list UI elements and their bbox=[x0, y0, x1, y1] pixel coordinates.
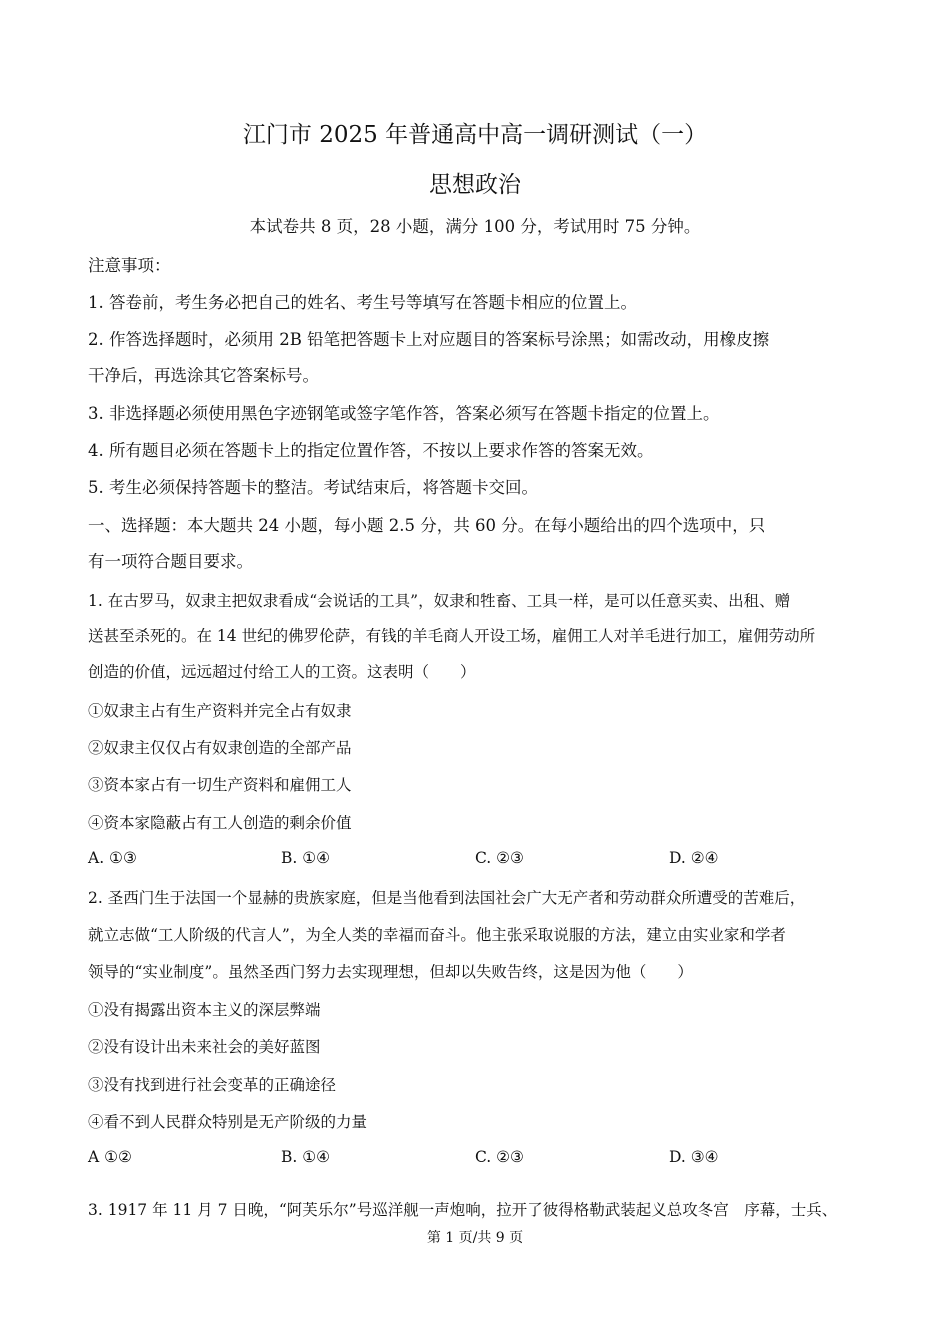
notice-item: 4. 所有题目必须在答题卡上的指定位置作答，不按以上要求作答的答案无效。 bbox=[88, 441, 654, 460]
question-1-option-d: D. ②④ bbox=[669, 849, 719, 867]
notice-heading: 注意事项： bbox=[88, 256, 171, 275]
question-2-stem: 领导的“实业制度”。虽然圣西门努力去实现理想，但却以失败告终，这是因为他（ ） bbox=[88, 963, 693, 981]
subject-title: 思想政治 bbox=[429, 172, 521, 198]
question-1-option-b: B. ①④ bbox=[281, 849, 331, 867]
section-heading-cont: 有一项符合题目要求。 bbox=[88, 552, 253, 571]
question-2-statement: ④看不到人民群众特别是无产阶级的力量 bbox=[88, 1113, 368, 1131]
exam-info: 本试卷共 8 页，28 小题，满分 100 分，考试用时 75 分钟。 bbox=[249, 217, 701, 236]
question-1-option-c: C. ②③ bbox=[475, 849, 524, 867]
question-3-stem: 3. 1917 年 11 月 7 日晚，“阿芙乐尔”号巡洋舰一声炮响，拉开了彼得格勒武装起义总攻冬宫 序幕，士兵、 bbox=[88, 1201, 838, 1219]
question-2-option-a: A ①② bbox=[88, 1148, 132, 1166]
question-2-statement: ②没有设计出未来社会的美好蓝图 bbox=[88, 1038, 321, 1056]
notice-item: 3. 非选择题必须使用黑色字迹钢笔或签字笔作答，答案必须写在答题卡指定的位置上。 bbox=[88, 404, 720, 423]
question-1-stem: 1. 在古罗马，奴隶主把奴隶看成“会说话的工具”，奴隶和牲畜、工具一样，是可以任意买卖、出租、赠 bbox=[88, 592, 791, 610]
question-2-statement: ①没有揭露出资本主义的深层弊端 bbox=[88, 1001, 321, 1019]
exam-title: 江门市 2025 年普通高中高一调研测试（一） bbox=[242, 122, 708, 148]
notice-item: 2. 作答选择题时，必须用 2B 铅笔把答题卡上对应题目的答案标号涂黑；如需改动，用橡皮擦 bbox=[88, 330, 770, 349]
question-1-option-a: A. ①③ bbox=[88, 849, 137, 867]
notice-item: 1. 答卷前，考生务必把自己的姓名、考生号等填写在答题卡相应的位置上。 bbox=[88, 293, 637, 312]
notice-item: 干净后，再选涂其它答案标号。 bbox=[88, 366, 319, 385]
question-1-statement: ③资本家占有一切生产资料和雇佣工人 bbox=[88, 776, 352, 794]
question-1-stem: 创造的价值，远远超过付给工人的工资。这表明（ ） bbox=[88, 663, 476, 681]
page-number: 第 1 页/共 9 页 bbox=[426, 1230, 524, 1246]
section-heading: 一、选择题：本大题共 24 小题，每小题 2.5 分，共 60 分。在每小题给出的四个选项中，只 bbox=[88, 516, 766, 535]
question-2-option-b: B. ①④ bbox=[281, 1148, 331, 1166]
question-1-statement: ①奴隶主占有生产资料并完全占有奴隶 bbox=[88, 702, 352, 720]
question-2-stem: 2. 圣西门生于法国一个显赫的贵族家庭，但是当他看到法国社会广大无产者和劳动群众所遭受的苦难后， bbox=[88, 889, 806, 907]
question-2-stem: 就立志做“工人阶级的代言人”，为全人类的幸福而奋斗。他主张采取说服的方法，建立由实业家和学者 bbox=[88, 926, 786, 944]
question-2-statement: ③没有找到进行社会变革的正确途径 bbox=[88, 1076, 337, 1094]
question-1-statement: ②奴隶主仅仅占有奴隶创造的全部产品 bbox=[88, 739, 352, 757]
question-1-stem: 送甚至杀死的。在 14 世纪的佛罗伦萨，有钱的羊毛商人开设工场，雇佣工人对羊毛进行加工，雇佣劳动所 bbox=[88, 627, 816, 645]
question-1-statement: ④资本家隐蔽占有工人创造的剩余价值 bbox=[88, 814, 352, 832]
notice-item: 5. 考生必须保持答题卡的整洁。考试结束后，将答题卡交回。 bbox=[88, 478, 538, 497]
question-2-option-c: C. ②③ bbox=[475, 1148, 524, 1166]
question-2-option-d: D. ③④ bbox=[669, 1148, 719, 1166]
